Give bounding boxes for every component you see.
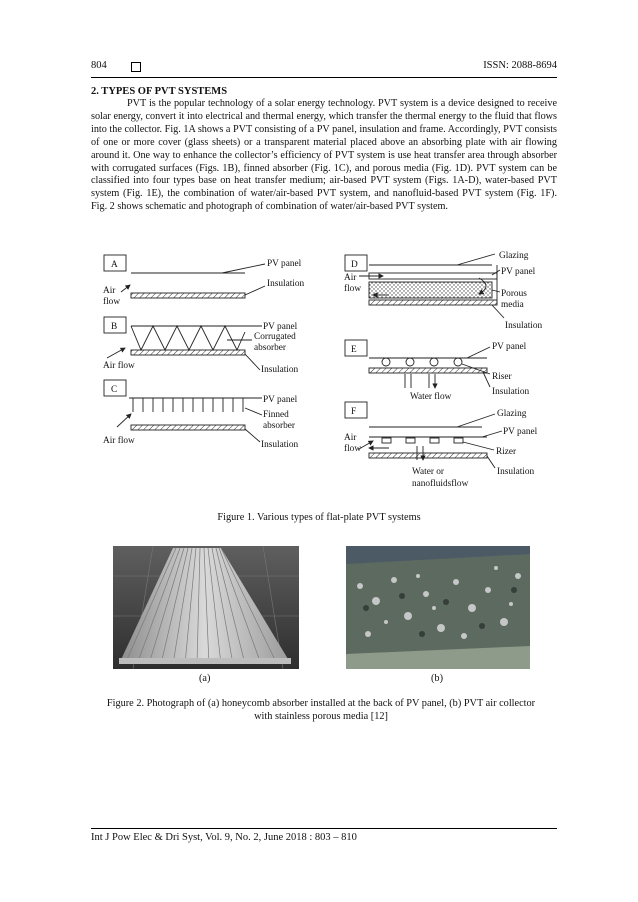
panel-d-air-label: Air — [344, 273, 357, 283]
photo-b-label: (b) — [431, 673, 444, 684]
panel-e — [345, 340, 530, 402]
photo-porous-media-collector — [346, 546, 530, 669]
issn-label: ISSN: 2088-8694 — [483, 60, 557, 71]
panel-a-pv-label: PV panel — [267, 259, 302, 269]
panel-e-pv-label: PV panel — [492, 342, 527, 352]
panel-d-flow-label: flow — [344, 284, 362, 294]
panel-f-pv-label: PV panel — [503, 427, 538, 437]
figure-1-caption: Figure 1. Various types of flat-plate PVT systems — [217, 512, 421, 523]
figure-2-caption-line-2: with stainless porous media [12] — [254, 711, 388, 722]
panel-a-air-label: Air — [103, 286, 116, 296]
page-header — [91, 60, 557, 76]
panel-d-media-label: media — [501, 300, 524, 310]
panel-c-letter: C — [111, 385, 118, 395]
panel-f-rizer-label: Rizer — [496, 447, 517, 457]
panel-d-letter: D — [351, 260, 358, 270]
panel-c-finned-label: Finned — [263, 410, 289, 420]
panel-c-pv-label: PV panel — [263, 395, 298, 405]
panel-f-water-label: Water or — [412, 467, 445, 477]
panel-a — [103, 255, 305, 307]
section-title: 2. TYPES OF PVT SYSTEMS — [91, 86, 228, 97]
panel-e-letter: E — [351, 345, 357, 355]
panel-a-flow-label: flow — [103, 297, 121, 307]
panel-c — [103, 380, 299, 450]
figure-2-caption-line-1: Figure 2. Photograph of (a) honeycomb absorber installed at the back of PV panel, (b) PVT air collector — [106, 698, 536, 709]
panel-d-porous-label: Porous — [501, 289, 527, 299]
panel-f-flow-label: flow — [344, 444, 362, 454]
section-paragraph: PVT is the popular technology of a solar energy technology. PVT system is a device designed to receive solar energy, convert it into electrical and thermal energy, which transfer the thermal energy to the fluid that flows into the collector. Fig. 1A shows a PVT consisting of a PV panel, insulation and frame. Accordingly, PVT consists of one or more cover (glass sheets) or a transparent material placed above an absorbing plate with air flowing around it. One way to enhance the collector’s efficiency of PVT system is use heat transfer area through absorber with corrugated surfaces (Figs. 1B), finned absorber (Fig. 1C), and porous media (Fig. 1D). PVT system can be classified into four types base on heat transfer medium; air-based PVT system (Figs. 1A-D), water-based PVT system (Fig. 1E), the combination of water/air-based PVT system, and nanofluid-based PVT system (Fig. 1F). Fig. 2 shows schematic and photograph of combination of water/air-based PVT system. — [91, 98, 557, 213]
panel-c-insulation-label: Insulation — [261, 440, 299, 450]
page-number: 804 — [91, 60, 107, 71]
panel-d-glazing-label: Glazing — [499, 251, 529, 261]
journal-footer: Int J Pow Elec & Dri Syst, Vol. 9, No. 2, June 2018 : 803 – 810 — [91, 832, 357, 843]
panel-f-insulation-label: Insulation — [497, 467, 535, 477]
panel-c-airflow-label: Air flow — [103, 436, 135, 446]
panel-f-glazing-label: Glazing — [497, 409, 527, 419]
panel-b-absorber-label: absorber — [254, 343, 287, 353]
panel-f-nanofluids-label: nanofluidsflow — [412, 479, 469, 489]
header-rule — [91, 77, 557, 78]
panel-c-absorber-label: absorber — [263, 421, 296, 431]
panel-a-letter: A — [111, 260, 118, 270]
panel-f — [344, 402, 538, 489]
panel-e-insulation-label: Insulation — [492, 387, 530, 397]
panel-f-air-label: Air — [344, 433, 357, 443]
panel-b — [103, 317, 299, 375]
panel-f-letter: F — [351, 407, 357, 417]
panel-e-waterflow-label: Water flow — [410, 392, 452, 402]
panel-b-letter: B — [111, 322, 118, 332]
figure-1-diagram — [97, 244, 555, 494]
panel-e-riser-label: Riser — [492, 372, 512, 382]
figure-2-caption — [95, 697, 547, 723]
panel-b-pv-label: PV panel — [263, 322, 298, 332]
square-bullet-icon — [131, 62, 141, 72]
photo-honeycomb-absorber — [113, 546, 299, 669]
panel-b-airflow-label: Air flow — [103, 361, 135, 371]
panel-d — [344, 251, 543, 331]
panel-b-insulation-label: Insulation — [261, 365, 299, 375]
photo-a-label: (a) — [199, 673, 211, 684]
panel-d-insulation-label: Insulation — [505, 321, 543, 331]
panel-a-insulation-label: Insulation — [267, 279, 305, 289]
panel-d-pv-label: PV panel — [501, 267, 536, 277]
panel-b-corrugated-label: Corrugated — [254, 332, 296, 342]
footer-rule — [91, 828, 557, 829]
